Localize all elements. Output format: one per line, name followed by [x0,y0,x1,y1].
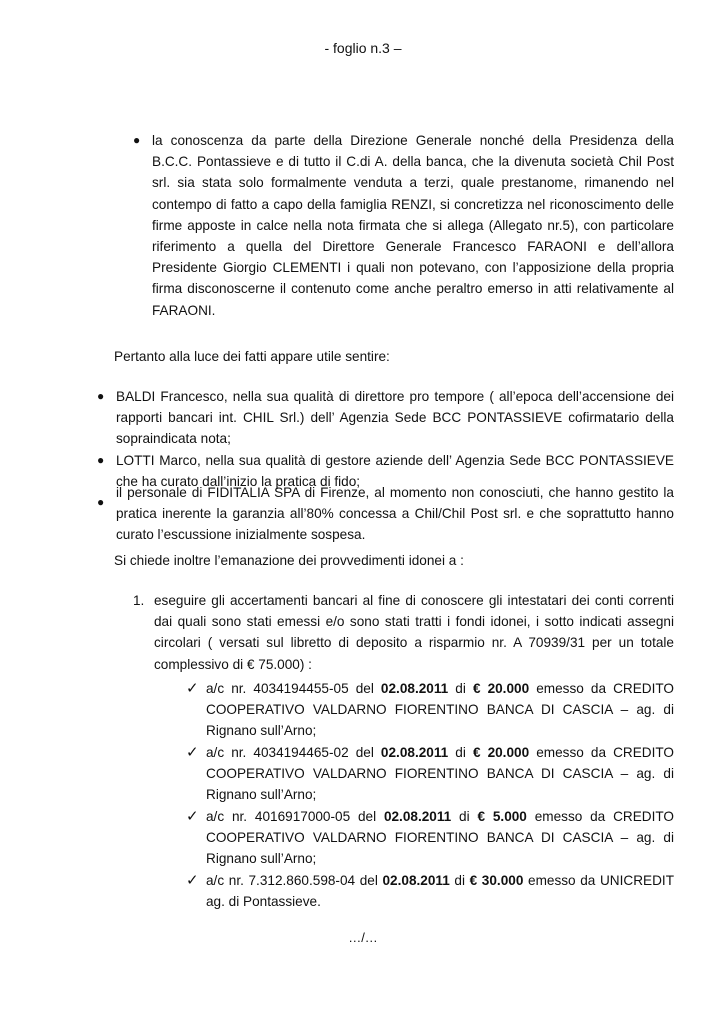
page-header: - foglio n.3 – [324,40,402,56]
check-mark-icon: ✓ [186,744,199,761]
witness-item: LOTTI Marco, nella sua qualità di gestore aziende dell’ Agenzia Sede BCC PONTASSIEVE che ha curato dall’inizio la pratica di fido; [116,453,674,490]
page-footer: …/… [348,930,378,945]
cheque-item: a/c nr. 4034194465-02 del 02.08.2011 di € 20.000 emesso da CREDITO COOPERATIVO VALDARNO FIORENTINO BANCA DI CASCIA – ag. di Rignano sull’Arno; [206,745,675,803]
witness-item: il personale di FIDITALIA SPA di Firenze, al momento non conosciuti, che hanno gestito la pratica inerente la garanzia all’80% concessa a Chil/Chil Post srl. e che soprattutto hanno curato l’escussione inizialmente sospesa. [116,485,674,543]
numbered-item-text: eseguire gli accertamenti bancari al fine di conoscere gli intestatari dei conti correnti dai quali sono stati emessi e/o sono stati tratti i fondi idonei, i sotto indicati assegni circolari ( versati sul libretto di deposito a risparmio nr. A 70939/31 per un totale complessivo di € 75.000) : [154,593,674,672]
cheque-item: a/c nr. 4016917000-05 del 02.08.2011 di € 5.000 emesso da CREDITO COOPERATIVO VALDARNO FIORENTINO BANCA DI CASCIA – ag. di Rignano sull’Arno; [206,809,674,867]
cheque-item: a/c nr. 7.312.860.598-04 del 02.08.2011 di € 30.000 emesso da UNICREDIT ag. di Pontassieve. [206,873,674,910]
cheque-item: a/c nr. 4034194455-05 del 02.08.2011 di € 20.000 emesso da CREDITO COOPERATIVO VALDARNO FIORENTINO BANCA DI CASCIA – ag. di Rignano sull’Arno; [206,681,675,739]
check-mark-icon: ✓ [186,680,199,697]
bullet-dot: ● [97,389,105,403]
request-text: Si chiede inoltre l’emanazione dei provvedimenti idonei a : [114,553,464,568]
first-bullet-text: la conoscenza da parte della Direzione Generale nonché della Presidenza della B.C.C. Pontassieve e di tutto il C.di A. della banca, che la divenuta società Chil Post srl. sia stata solo formalmente venduta a terzi, quale prestanome, rimanendo nel contempo di fatto a capo della famiglia RENZI, si concretizza nel riconoscimento delle firme apposte in calce nella nota firmata che si allega (Allegato nr.5), con particolare riferimento a quella del Direttore Generale Francesco FARAONI e dell’allora Presidente Giorgio CLEMENTI i quali non potevano, con l’apposizione della propria firma disconoscerne il contenuto come anche peraltro emerso in atti relativamente al FARAONI. [152,133,674,318]
bullet-dot: ● [97,495,105,509]
check-mark-icon: ✓ [186,872,199,889]
witness-item: BALDI Francesco, nella sua qualità di direttore pro tempore ( all’epoca dell’accensione dei rapporti bancari int. CHIL Srl.) dell’ Agenzia Sede BCC PONTASSIEVE cofirmatario della sopraindicata nota; [116,389,674,447]
intro-text: Pertanto alla luce dei fatti appare utile sentire: [114,349,390,364]
check-mark-icon: ✓ [186,808,199,825]
bullet-dot: ● [97,453,105,467]
bullet-dot: ● [133,133,141,147]
list-number: 1. [133,593,145,608]
